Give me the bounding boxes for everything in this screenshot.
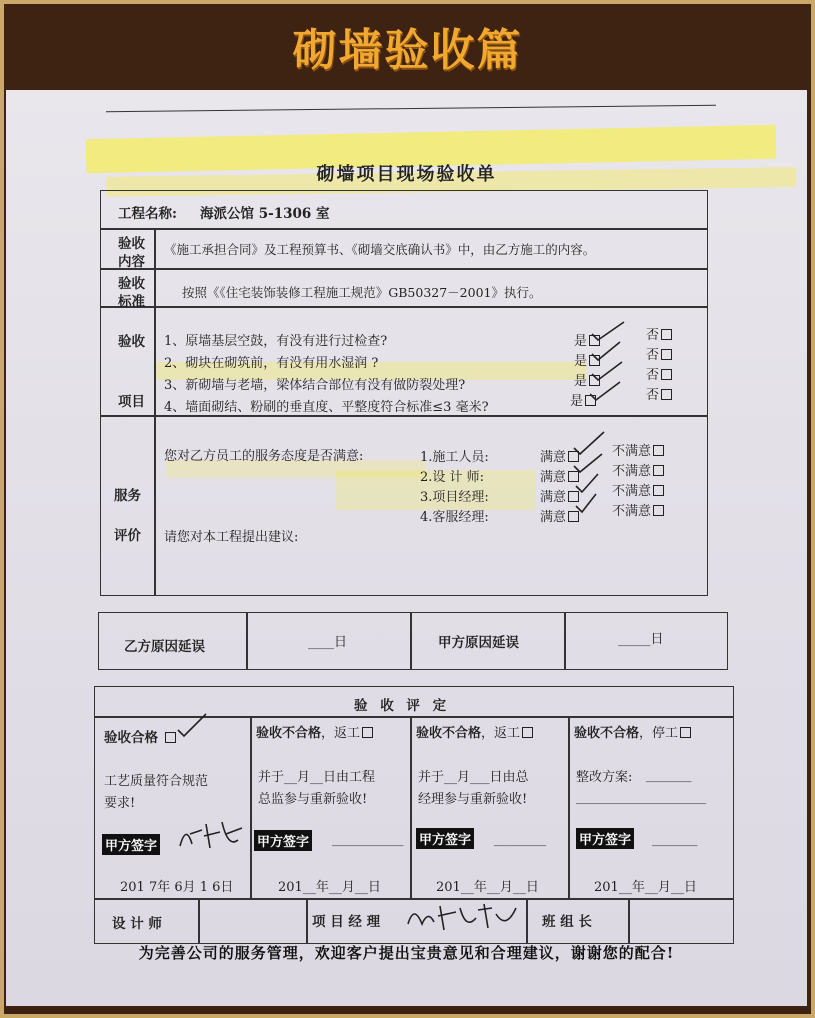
checkmark-icon — [176, 710, 210, 740]
signature-blank[interactable]: _______ — [652, 832, 698, 847]
acceptance-title: 验 收 评 定 — [354, 698, 451, 714]
content-label: 验收 — [118, 236, 145, 252]
satisfied-option[interactable]: 满意 — [540, 446, 579, 465]
stop-work-date: 201__年__月__日 — [594, 880, 697, 895]
staff-label: 2.设 计 师: — [420, 470, 485, 485]
unsatisfied-option[interactable]: 不满意 — [612, 500, 664, 519]
signature-blank[interactable]: ___________ — [332, 832, 404, 847]
party-a-delay-days[interactable]: _____日 — [618, 632, 664, 647]
satisfied-option[interactable]: 满意 — [540, 466, 579, 485]
rework-date: 201__年__月__日 — [436, 880, 539, 895]
unsatisfied-option[interactable]: 不满意 — [612, 440, 664, 459]
designer-label: 设 计 师 — [112, 916, 162, 932]
suggestion-prompt: 请您对本工程提出建议: — [164, 530, 299, 545]
satisfied-option[interactable]: 满意 — [540, 486, 579, 505]
items-label: 验收 — [118, 334, 145, 350]
col-divider — [250, 716, 252, 898]
banner — [4, 4, 811, 88]
service-label: 评价 — [114, 528, 141, 544]
stop-work-option[interactable]: 验收不合格，停工 — [574, 722, 691, 741]
party-a-signature-label: 甲方签字 — [102, 834, 160, 855]
no-option[interactable]: 否 — [646, 324, 672, 343]
yes-option[interactable]: 是 — [574, 350, 600, 369]
project-name-value: 海派公馆 5-1306 室 — [200, 206, 330, 222]
pass-text: 工艺质量符合规范 — [104, 774, 209, 789]
rework-text: 经理参与重新验收! — [418, 792, 528, 807]
pass-text: 要求! — [104, 796, 136, 811]
content-text: 《施工承担合同》及工程预算书、《砌墙交底确认书》中，由乙方施工的内容。 — [164, 242, 596, 257]
party-a-delay-label: 甲方原因延误 — [438, 635, 519, 651]
rectification-blank[interactable]: _______ — [646, 768, 692, 783]
service-question: 您对乙方员工的服务态度是否满意: — [164, 449, 364, 464]
unsatisfied-option[interactable]: 不满意 — [612, 460, 664, 479]
standard-label: 标准 — [118, 294, 145, 310]
standard-label: 验收 — [118, 276, 145, 292]
project-name-label: 工程名称: — [118, 206, 177, 222]
yes-option[interactable]: 是 — [570, 390, 596, 409]
staff-label: 1.施工人员: — [420, 450, 489, 465]
row-divider — [100, 268, 708, 270]
footer-note: 为完善公司的服务管理，欢迎客户提出宝贵意见和合理建议，谢谢您的配合! — [138, 944, 675, 962]
party-a-signature-label: 甲方签字 — [576, 828, 634, 849]
item-row: 3、新砌墙与老墙，梁体结合部位有没有做防裂处理? — [164, 378, 466, 393]
service-label: 服务 — [114, 488, 141, 504]
col-divider — [154, 228, 156, 596]
team-leader-label: 班 组 长 — [542, 914, 592, 930]
checkmark-icon — [590, 316, 630, 416]
rectification-blank[interactable]: ____________________ — [576, 790, 706, 805]
no-option[interactable]: 否 — [646, 344, 672, 363]
no-option[interactable]: 否 — [646, 364, 672, 383]
rectification-plan-label: 整改方案: — [576, 770, 633, 785]
col-divider — [564, 612, 566, 670]
row-divider — [100, 306, 708, 308]
project-manager-label: 项 目 经 理 — [312, 914, 381, 930]
rework-option[interactable]: 验收不合格，返工 — [256, 722, 373, 741]
no-option[interactable]: 否 — [646, 384, 672, 403]
party-b-delay-days[interactable]: ____日 — [308, 635, 348, 650]
col-divider — [198, 898, 200, 944]
staff-label: 4.客服经理: — [420, 510, 489, 525]
yes-option[interactable]: 是 — [574, 330, 600, 349]
item-row: 2、砌块在砌筑前，有没有用水湿润 ? — [164, 356, 379, 371]
rework-text: 并于__月___日由总 — [418, 770, 529, 785]
pass-date: 201 7年 6月 1 6日 — [120, 880, 234, 895]
checkmark-icon — [572, 426, 612, 526]
banner-title: 砌墙验收篇 — [292, 25, 523, 76]
item-row: 1、原墙基层空鼓，有没有进行过检查? — [164, 334, 388, 349]
handwritten-signature — [176, 818, 246, 854]
content-label: 内容 — [118, 254, 145, 270]
staff-label: 3.项目经理: — [420, 490, 489, 505]
col-divider — [526, 898, 528, 944]
rework-text: 并于__月__日由工程 — [258, 770, 376, 785]
col-divider — [410, 716, 412, 898]
unsatisfied-option[interactable]: 不满意 — [612, 480, 664, 499]
col-divider — [568, 716, 570, 898]
col-divider — [306, 898, 308, 944]
row-divider — [100, 228, 708, 230]
satisfied-option[interactable]: 满意 — [540, 506, 579, 525]
handwritten-signature — [404, 900, 522, 934]
party-b-delay-label: 乙方原因延误 — [124, 639, 205, 655]
standard-text: 按照《《住宅装饰装修工程施工规范》GB50327－2001》执行。 — [182, 285, 542, 300]
yes-option[interactable]: 是 — [574, 370, 600, 389]
form-paper — [6, 90, 807, 1006]
items-label: 项目 — [118, 394, 145, 410]
col-divider — [246, 612, 248, 670]
rework-option[interactable]: 验收不合格，返工 — [416, 722, 533, 741]
item-row: 4、墙面砌结、粉刷的垂直度、平整度符合标准≤3 毫米? — [164, 400, 489, 415]
top-rule — [106, 105, 716, 112]
party-a-signature-label: 甲方签字 — [254, 830, 312, 851]
signature-blank[interactable]: ________ — [494, 832, 546, 847]
col-divider — [410, 612, 412, 670]
rework-date: 201__年__月__日 — [278, 880, 381, 895]
rework-text: 总监参与重新验收! — [258, 792, 368, 807]
party-a-signature-label: 甲方签字 — [416, 828, 474, 849]
pass-option[interactable]: 验收合格 — [104, 726, 176, 746]
col-divider — [628, 898, 630, 944]
document-title: 砌墙项目现场验收单 — [316, 164, 497, 185]
